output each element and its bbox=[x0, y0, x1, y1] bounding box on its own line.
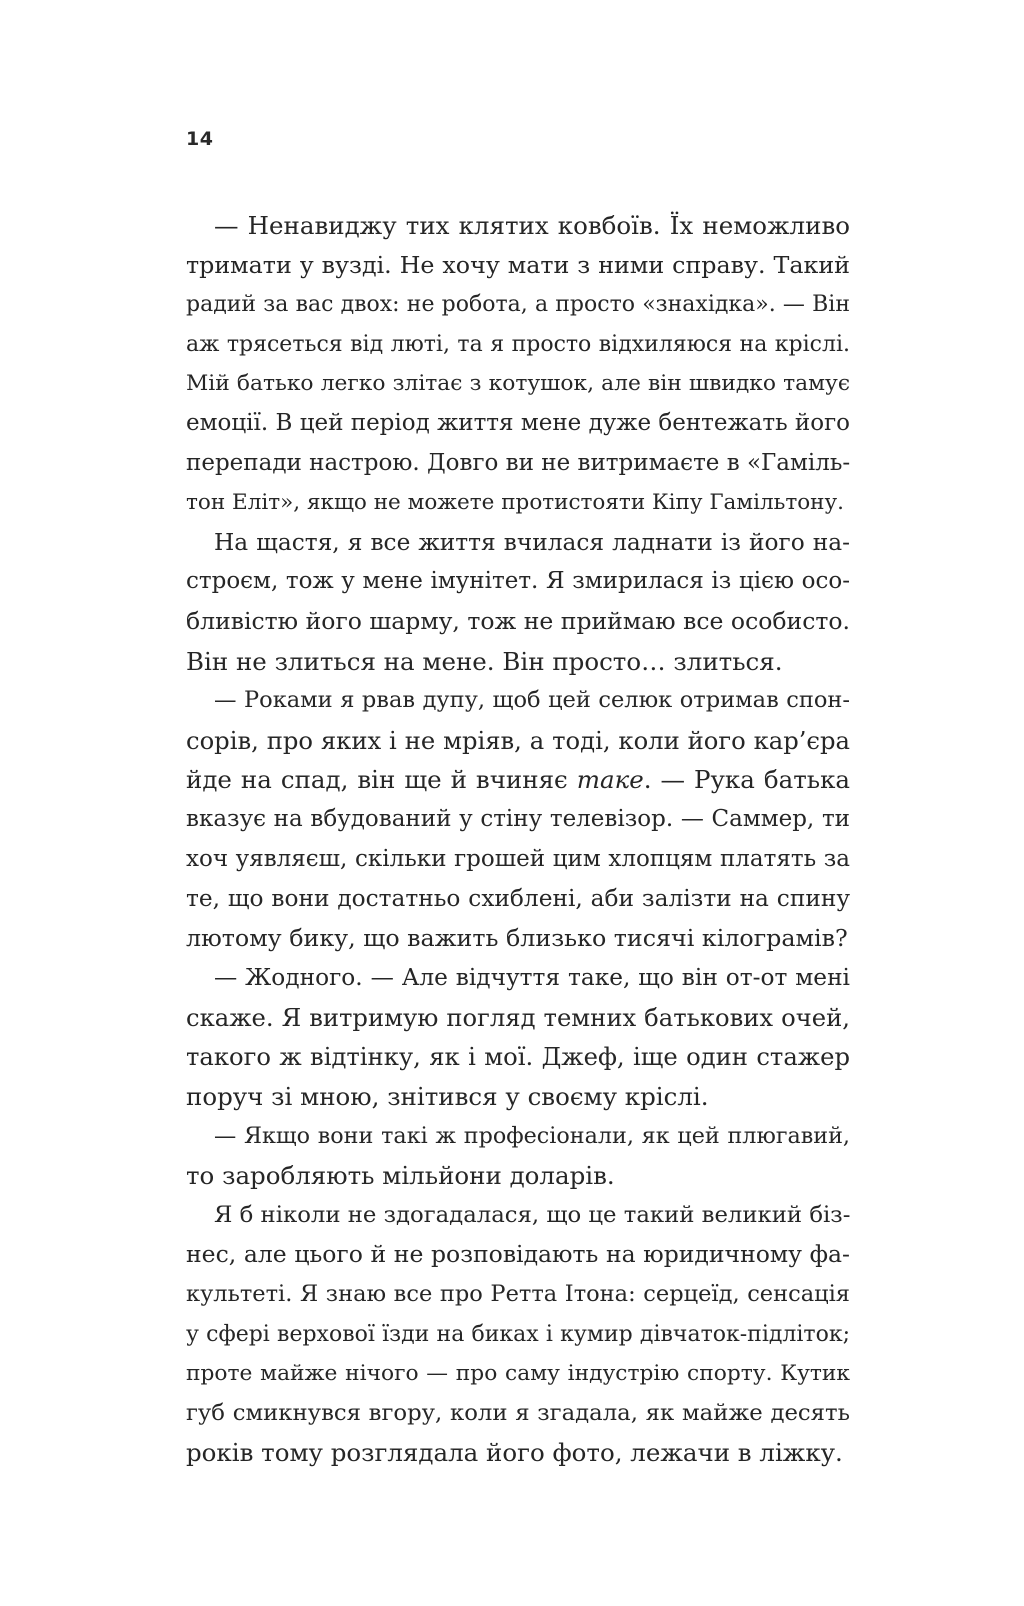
italic-emphasis: таке bbox=[576, 765, 644, 795]
text-line: вказує на вбудований у стіну телевізор. — Саммер, ти bbox=[186, 805, 850, 832]
text-line: такого ж відтінку, як і мої. Джеф, іще один стажер bbox=[186, 1042, 850, 1072]
text-line: культеті. Я знаю все про Ретта Ітона: серцеїд, сенсація bbox=[186, 1281, 850, 1308]
text-line: бливістю його шарму, тож не приймаю все особисто. bbox=[186, 606, 850, 635]
text-run: . — Рука батька bbox=[643, 765, 851, 795]
text-line: тримати у вузді. Не хочу мати з ними справу. Такий bbox=[186, 250, 850, 279]
text-line: строєм, тож у мене імунітет. Я змирилася із цією осо- bbox=[186, 568, 850, 595]
text-line: — Ненавиджу тих клятих ковбоїв. Їх неможливо bbox=[214, 211, 850, 240]
text-line: — Якщо вони такі ж професіонали, як цей плюгавий, bbox=[214, 1122, 850, 1149]
text-line: років тому розглядала його фото, лежачи в ліжку. bbox=[186, 1438, 843, 1468]
text-line: аж трясеться від люті, та я просто відхиляюся на кріслі. bbox=[186, 331, 850, 357]
text-line: поруч зі мною, знітився у своєму кріслі. bbox=[186, 1082, 709, 1112]
page-number: 14 bbox=[186, 128, 214, 150]
text-line: емоції. В цей період життя мене дуже бентежать його bbox=[186, 409, 850, 436]
text-line: хоч уявляєш, скільки грошей цим хлопцям платять за bbox=[186, 845, 850, 872]
text-line: проте майже нічого — про саму індустрію спорту. Кутик bbox=[186, 1361, 850, 1387]
body-text bbox=[186, 206, 850, 1473]
text-run: йде на спад, він ще й вчиняє bbox=[186, 765, 577, 795]
text-line: тон Еліт», якщо не можете протистояти Кіпу Гамільтону. bbox=[186, 490, 844, 516]
text-line: те, що вони достатньо схиблені, аби залізти на спину bbox=[186, 885, 850, 913]
text-line: лютому бику, що важить близько тисячі кілограмів? bbox=[186, 923, 848, 952]
text-line: у сфері верхової їзди на биках і кумир дівчаток-підліток; bbox=[186, 1321, 850, 1347]
text-line: Я б ніколи не здогадалася, що це такий великий біз- bbox=[214, 1201, 851, 1228]
text-line: то заробляють мільйони доларів. bbox=[186, 1161, 615, 1191]
text-line: На щастя, я все життя вчилася ладнати із його на- bbox=[214, 528, 850, 556]
text-line: перепади настрою. Довго ви не витримаєте в «Гаміль- bbox=[186, 449, 851, 476]
text-line: скаже. Я витримую погляд темних батькових очей, bbox=[186, 1002, 850, 1032]
text-line: Мій батько легко злітає з котушок, але він швидко тамує bbox=[186, 371, 850, 397]
text-line: губ смикнувся вгору, коли я згадала, як майже десять bbox=[186, 1399, 850, 1426]
text-line: Він не злиться на мене. Він просто… злиться. bbox=[186, 646, 783, 676]
text-line: сорів, про яких і не мріяв, а тоді, коли його кар’єра bbox=[186, 725, 850, 755]
text-line: нес, але цього й не розповідають на юридичному фа- bbox=[186, 1240, 850, 1269]
text-line: — Жодного. — Але відчуття таке, що він от-от мені bbox=[214, 964, 850, 992]
text-line: — Роками я рвав дупу, щоб цей селюк отримав спон- bbox=[214, 687, 850, 714]
text-line: радий за вас двох: не робота, а просто «знахідка». — Він bbox=[186, 292, 850, 318]
text-line bbox=[186, 760, 850, 800]
